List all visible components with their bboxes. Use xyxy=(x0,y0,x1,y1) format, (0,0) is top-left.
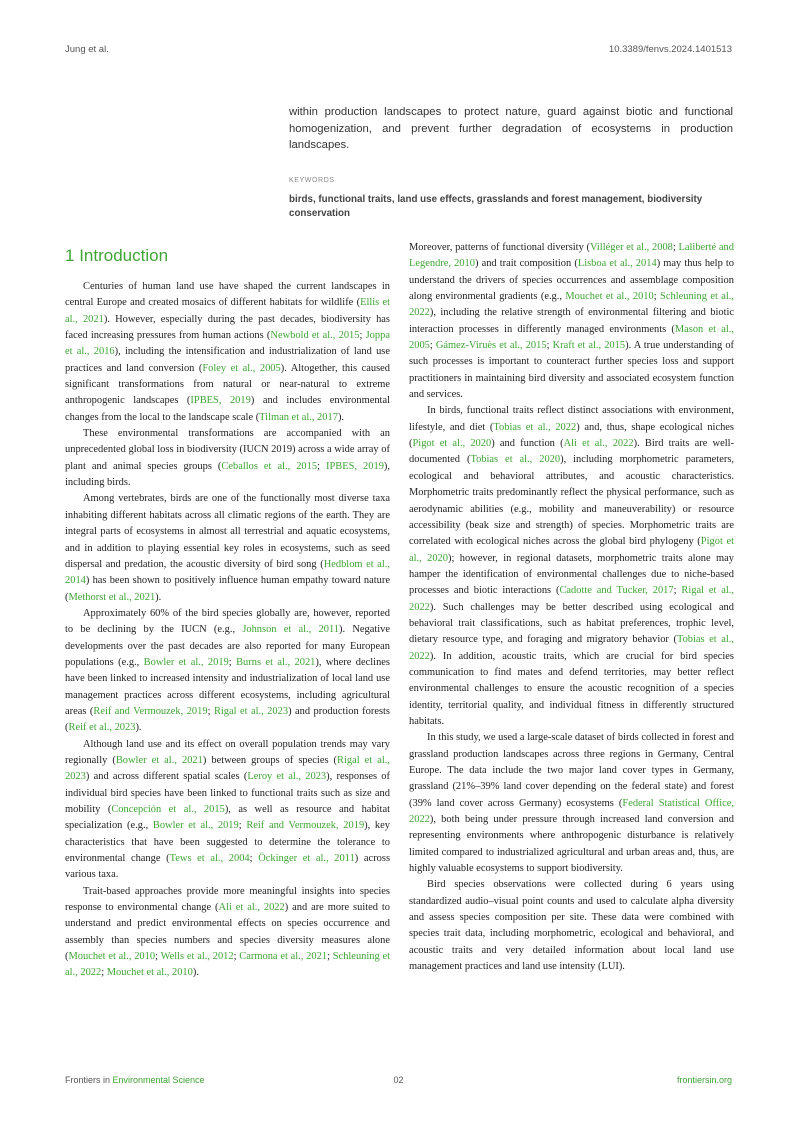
citation-link[interactable]: Tobias et al., 2020 xyxy=(470,454,561,466)
citation-link[interactable]: Rigal et al., 2023 xyxy=(213,705,289,717)
body-text: ). A true understanding of such processes is important to counteract further species loss and support practitioners in maintaining bird diversity and associated ecosystem function and services. xyxy=(409,340,735,401)
body-text: ), where declines have been linked to increased intensity and industrialization of local land use management practices across different ecosystems, including agricultural areas ( xyxy=(65,656,390,717)
body-text: ; xyxy=(207,705,214,717)
body-text: ; xyxy=(101,967,107,979)
body-text: ), as well as resource and habitat specialization (e.g., xyxy=(65,804,390,832)
citation-link[interactable]: Kraft et al., 2015 xyxy=(552,340,626,352)
body-paragraph xyxy=(409,730,734,877)
citation-link[interactable]: Reif and Vermouzek, 2019 xyxy=(93,705,208,717)
citation-link[interactable]: Tews et al., 2004 xyxy=(169,853,250,865)
page-footer xyxy=(65,1075,732,1089)
header-authors: Jung et al. xyxy=(65,44,109,55)
citation-link[interactable]: Concepción et al., 2015 xyxy=(111,804,225,815)
citation-link[interactable]: Mason et al., 2005 xyxy=(409,323,734,352)
citation-link[interactable]: Ellis et al., 2021 xyxy=(65,297,391,325)
body-text: ; xyxy=(155,951,161,963)
body-text: ; xyxy=(233,951,240,963)
body-text: ); however, in regional datasets, morphometric traits alone may hamper the identification of environmental challenges due to niche-based processes and biotic interactions ( xyxy=(409,552,734,597)
body-text: ). Negative developments over the past decades are also reported for many European populations (e.g., xyxy=(65,624,390,668)
footer-journal-prefix: Frontiers in xyxy=(65,1075,113,1085)
citation-link[interactable]: Newbold et al., 2015 xyxy=(270,330,360,342)
citation-link[interactable]: Tilman et al., 2017 xyxy=(259,411,338,423)
citation-link[interactable]: Schleuning et al., 2022 xyxy=(409,291,735,319)
citation-link[interactable]: Foley et al., 2005 xyxy=(202,362,281,374)
body-text: ). However, especially during the past decades, biodiversity has faced increasing pressures from human actions ( xyxy=(65,313,390,342)
running-header xyxy=(65,44,732,58)
body-text: ) across various taxa. xyxy=(65,853,391,881)
body-text: ), including the relative strength of environmental filtering and biotic interaction processes in differently managed environments ( xyxy=(409,307,734,335)
body-text: ) and includes environmental changes from the local to the landscape scale ( xyxy=(65,395,390,423)
footer-site-link[interactable]: frontiersin.org xyxy=(676,1075,732,1085)
body-text: ; xyxy=(429,340,436,352)
right-column xyxy=(409,240,734,975)
body-text: ; xyxy=(673,585,682,597)
body-paragraph xyxy=(409,877,734,975)
citation-link[interactable]: Ali et al., 2022 xyxy=(218,902,285,914)
body-text: ), both being under pressure through increased land conversion and representing environments where anthropogenic disturbance is relatively limited compared to industrialized agricultural and urban areas and, thus, are highly valuable ecosystems to support biodiversity. xyxy=(409,814,734,875)
body-text: Approximately 60% of the bird species globally are, however, reported to be declining by the IUCN (e.g., xyxy=(65,607,390,636)
body-text: ; xyxy=(653,291,661,303)
citation-link[interactable]: Wells et al., 2012 xyxy=(160,951,234,963)
section-number: 1 xyxy=(65,246,75,265)
citation-link[interactable]: Mouchet et al., 2010 xyxy=(106,967,193,979)
body-text: Trait-based approaches provide more meaningful insights into species response to environmental change ( xyxy=(65,885,390,914)
body-text: ; xyxy=(546,340,553,352)
body-text: ) and, thus, shape ecological niches ( xyxy=(409,421,734,450)
body-text: These environmental transformations are accompanied with an unprecedented global loss in biodiversity (IUCN 2019) across a wide array of plant and animal species groups ( xyxy=(65,428,390,472)
body-text: ) and function ( xyxy=(491,438,564,450)
body-text: ). Bird traits are well-documented ( xyxy=(409,438,734,466)
citation-link[interactable]: Bowler et al., 2019 xyxy=(143,656,229,668)
citation-link[interactable]: Pigot et al., 2020 xyxy=(412,438,492,450)
body-text: ; xyxy=(672,242,679,253)
citation-link[interactable]: Lisboa et al., 2014 xyxy=(577,258,657,270)
body-text: ) has been shown to positively influence human empathy toward nature ( xyxy=(65,575,390,603)
citation-link[interactable]: Methorst et al., 2021 xyxy=(68,591,156,603)
body-text: Centuries of human land use have shaped the current landscapes in central Europe and created mosaics of different habitats for wildlife ( xyxy=(65,281,390,309)
body-text: ), including birds. xyxy=(65,460,391,489)
body-text: ). Altogether, this caused significant transformations from natural or near-natural to extreme anthropogenic landscapes ( xyxy=(65,362,390,407)
citation-link[interactable]: Mouchet et al., 2010 xyxy=(68,951,156,963)
body-text: ). In addition, acoustic traits, which are crucial for bird species communication to find mates and defend territories, may better reflect environmental challenges to ensure the acoustic recognition of a species identity, territorial quality, and individual fitness in differently structured habitats. xyxy=(409,650,734,727)
citation-link[interactable]: Mouchet et al., 2010 xyxy=(565,291,654,303)
citation-link[interactable]: Schleuning et al., 2022 xyxy=(65,951,391,979)
body-text: ; xyxy=(238,820,247,832)
body-paragraph xyxy=(65,884,390,982)
abstract-tail: within production landscapes to protect nature, guard against biotic and functional homogenization, and prevent further degradation of ecosystems in production landscapes. xyxy=(289,106,733,152)
citation-link[interactable]: Öckinger et al., 2011 xyxy=(258,853,355,865)
left-column xyxy=(65,279,390,982)
body-text: ). Such challenges may be better described using ecological and behavioral trait classifications, such as habitat preferences, trophic level, dietary resource type, and foraging and migratory behavior ( xyxy=(409,601,734,646)
citation-link[interactable]: IPBES, 2019 xyxy=(190,395,251,407)
citation-link[interactable]: Bowler et al., 2019 xyxy=(152,820,239,832)
body-text: ) and production forests ( xyxy=(65,705,390,734)
body-text: ), responses of individual bird species have been linked to functional traits such as size and mobility ( xyxy=(65,771,390,815)
body-text: ; xyxy=(359,330,366,342)
body-text: ). xyxy=(155,591,162,603)
body-text: ) between groups of species ( xyxy=(202,754,338,766)
body-text: ; xyxy=(317,460,326,472)
body-text: ), including the intensification and industrialization of land use practices and land conversion ( xyxy=(65,346,390,374)
header-doi: 10.3389/fenvs.2024.1401513 xyxy=(608,44,732,55)
citation-link[interactable]: Cadotte and Tucker, 2017 xyxy=(559,585,674,597)
body-text: Although land use and its effect on overall population trends may vary regionally ( xyxy=(65,738,390,766)
body-text: Moreover, patterns of functional diversity ( xyxy=(409,242,590,253)
section-title-text: Introduction xyxy=(79,246,169,265)
citation-link[interactable]: Federal Statistical Office, 2022 xyxy=(409,797,734,826)
body-paragraph xyxy=(65,279,390,426)
body-text: ) and trait composition ( xyxy=(475,258,578,270)
body-paragraph xyxy=(409,240,734,403)
body-text: ). xyxy=(337,411,345,423)
page-number: 02 xyxy=(393,1075,404,1085)
footer-journal-name: Environmental Science xyxy=(112,1075,205,1085)
body-text: ; xyxy=(228,656,237,668)
citation-link[interactable]: IPBES, 2019 xyxy=(326,460,384,472)
citation-link[interactable]: Tobias et al., 2022 xyxy=(493,421,577,433)
citation-link[interactable]: Hedblom et al., 2014 xyxy=(65,558,390,587)
body-text: In this study, we used a large-scale dataset of birds collected in forest and grassland production landscapes across three regions in Germany, Central Europe. The data include the two major land cover types in Germany, grassland (21%–39% land cover depending on the federal state) and forest (39% land cover across Germany) ecosystems ( xyxy=(409,732,734,809)
body-text: ; xyxy=(249,853,259,865)
body-text: ). xyxy=(192,967,199,979)
citation-link[interactable]: Tobias et al., 2022 xyxy=(409,634,734,662)
citation-link[interactable]: Carmona et al., 2021 xyxy=(239,951,328,963)
body-text: ), key characteristics that have been suggested to determine the tolerance to environmental change ( xyxy=(65,820,390,865)
citation-link[interactable]: Ceballos et al., 2015 xyxy=(221,460,318,472)
citation-link[interactable]: Bowler et al., 2021 xyxy=(115,754,203,766)
body-text: ). xyxy=(135,722,142,734)
citation-link[interactable]: Ali et al., 2022 xyxy=(563,438,634,450)
citation-link[interactable]: Leroy et al., 2023 xyxy=(247,771,327,783)
citation-link[interactable]: Rigal et al., 2022 xyxy=(409,585,734,613)
citation-link[interactable]: Villéger et al., 2008 xyxy=(590,242,673,253)
citation-link[interactable]: Johnson et al., 2011 xyxy=(242,624,339,636)
body-text: Among vertebrates, birds are one of the functionally most diverse taxa inhabiting different habitats across all climatic regions of the earth. They are integral parts of ecosystems in almost all terrestrial and aquatic ecosystems, and in addition to playing essential key roles in ecosystems, such as seed dispersal and predation, the acoustic diversity of bird song ( xyxy=(65,493,390,570)
citation-link[interactable]: Gámez-Viruès et al., 2015 xyxy=(435,340,547,352)
body-paragraph xyxy=(65,426,390,491)
body-text: In birds, functional traits reflect distinct associations with environment, lifestyle, and diet ( xyxy=(409,405,734,433)
body-paragraph xyxy=(409,403,734,730)
citation-link[interactable]: Joppa et al., 2016 xyxy=(65,330,390,358)
section-title xyxy=(65,246,168,266)
body-text: Bird species observations were collected during 6 years using standardized audio–visual point counts and used to calculate alpha diversity and assess species composition per site. These data were combined with species trait data, including morphometric, ecological and behavioral, and acoustic traits and very detailed information about local land use management practices and land use intensity (LUI). xyxy=(409,879,734,973)
citation-link[interactable]: Burns et al., 2021 xyxy=(236,656,316,668)
body-text: ) may thus help to understand the drivers of species occurrences and assemblage composition along environmental gradients (e.g., xyxy=(409,258,735,303)
body-text: ), including morphometric parameters, ecological and behavioral attributes, and acoustic characteristics. Morphometric traits predominantly reflect the physical performance, such as aerodynamic abilities (e.g., mobility and maneuverability) or resource accessibility (beak size and strength) of species. Morphometric traits are correlated with ecological niches across the global bird phylogeny ( xyxy=(409,454,734,548)
body-text: ) and are more suited to understand and predict environmental effects on species occurrence and assembly than species numbers and species diversity measures alone ( xyxy=(65,902,390,963)
citation-link[interactable]: Laliberté and Legendre, 2010 xyxy=(409,242,734,270)
citation-link[interactable]: Reif and Vermouzek, 2019 xyxy=(246,820,365,832)
citation-link[interactable]: Pigot et al., 2020 xyxy=(409,536,735,564)
keywords-label: KEYWORDS xyxy=(289,177,335,184)
body-text: ) and across different spatial scales ( xyxy=(85,771,248,783)
body-paragraph xyxy=(65,491,390,605)
body-paragraph xyxy=(65,606,390,737)
keywords-text: birds, functional traits, land use effects, grasslands and forest management, biodiversity conservation xyxy=(289,194,703,219)
body-paragraph xyxy=(65,737,390,884)
citation-link[interactable]: Reif et al., 2023 xyxy=(68,722,136,734)
body-text: ; xyxy=(327,951,333,963)
citation-link[interactable]: Rigal et al., 2023 xyxy=(65,754,391,783)
